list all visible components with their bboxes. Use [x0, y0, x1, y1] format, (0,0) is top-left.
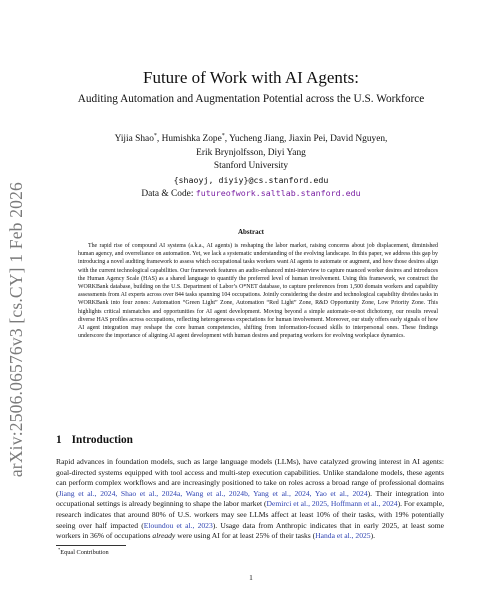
author-email[interactable]: {shaoyj, diyiy}@cs.stanford.edu	[173, 174, 329, 185]
equal-contribution-mark: *	[153, 133, 157, 139]
arxiv-identifier[interactable]: arXiv:2506.06576v3 [cs.CY] 1 Feb 2026	[6, 182, 26, 478]
author-line-1: Yijia Shao*, Humishka Zope*, Yucheng Jiang, Jiaxin Pei, David Nguyen,	[114, 133, 388, 145]
section-number: 1	[56, 434, 62, 446]
emphasis-already: already	[152, 531, 176, 541]
footnote	[58, 547, 109, 556]
section-title: Introduction	[71, 434, 133, 446]
page-number: 1	[249, 573, 253, 582]
citation-link[interactable]: Handa et al., 2025	[315, 531, 371, 541]
author-block	[0, 130, 502, 202]
author-line-2: Erik Brynjolfsson, Diyi Yang	[196, 147, 306, 158]
data-code-line	[0, 187, 502, 202]
equal-contribution-mark: *	[221, 133, 225, 139]
introduction-paragraph: Rapid advances in foundation models, such as large language models (LLMs), have catalyzed growing interest in AI agents: goal-directed systems equipped with tool access and multi-step execution capabilities. Unlike standalone models, these agents can perform complex workflows and are increasingly positioned to take on roles across a broad range of professional domains (Jiang et al., 2024, Shao et al., 2024a, Wang et al., 2024b, Yang et al., 2024, Yao et al., 2024). Their integration into occupational settings is already beginning to shape the labor market (Demirci et al., 2025, Hoffmann et al., 2024). For example, research indicates that around 80% of U.S. workers may see LLMs affect at least 10% of their tasks, with 19% potentially seeing over half impacted (Eloundou et al., 2023). Usage data from Anthropic indicates that in early 2025, at least some workers in 36% of occupations already were using AI for at least 25% of their tasks (Handa et al., 2025).	[56, 457, 445, 541]
data-code-link[interactable]: futureofwork.saltlab.stanford.edu	[195, 188, 361, 199]
footnote-text: Equal Contribution	[60, 549, 109, 557]
section-heading	[56, 434, 133, 446]
paper-subtitle: Auditing Automation and Augmentation Potential across the U.S. Workforce	[77, 93, 425, 105]
citation-link[interactable]: Eloundou et al., 2023	[143, 520, 213, 530]
paper-title: Future of Work with AI Agents:	[142, 68, 359, 87]
footnote-mark: *	[58, 547, 61, 552]
footnote-rule	[56, 545, 126, 546]
citation-link[interactable]: Demirci et al., 2025, Hoffmann et al., 2024	[266, 499, 398, 509]
abstract-text: The rapid rise of compound AI systems (a.k.a., AI agents) is reshaping the labor market, raising concerns about job displacement, diminished human agency, and overreliance on automation. Yet, we lack a systematic understanding of the evolving landscape. In this paper, we address this gap by introducing a novel auditing framework to assess which occupational tasks workers want AI agents to automate or augment, and how those desires align with the current technological capabilities. Our framework features an audio-enhanced mini-interview to capture nuanced worker desires and introduces the Human Agency Scale (HAS) as a shared language to quantify the preferred level of human involvement. Using this framework, we construct the WORKBank database, building on the U.S. Department of Labor’s O*NET database, to capture preferences from 1,500 domain workers and capability assessments from AI experts across over 844 tasks spanning 104 occupations. Jointly considering the desire and technological capability divides tasks in WORKBank into four zones: Automation “Green Light” Zone, Automation “Red Light” Zone, R&D Opportunity Zone, Low Priority Zone. This highlights critical mismatches and opportunities for AI agent development. Moving beyond a simple automate-or-not dichotomy, our results reveal diverse HAS profiles across occupations, reflecting heterogeneous expectations for human involvement. Moreover, our study offers early signals of how AI agent integration may reshape the core human competencies, shifting from information-focused skills to interpersonal ones. These findings underscore the importance of aligning AI agent development with human desires and preparing workers for evolving workplace dynamics.	[78, 243, 438, 340]
citation-link[interactable]: Jiang et al., 2024, Shao et al., 2024a, Wang et al., 2024b, Yang et al., 2024, Yao et al., 2024	[58, 488, 368, 498]
abstract-heading: Abstract	[237, 228, 265, 236]
data-code-label: Data & Code:	[141, 189, 196, 200]
affiliation: Stanford University	[213, 161, 289, 172]
